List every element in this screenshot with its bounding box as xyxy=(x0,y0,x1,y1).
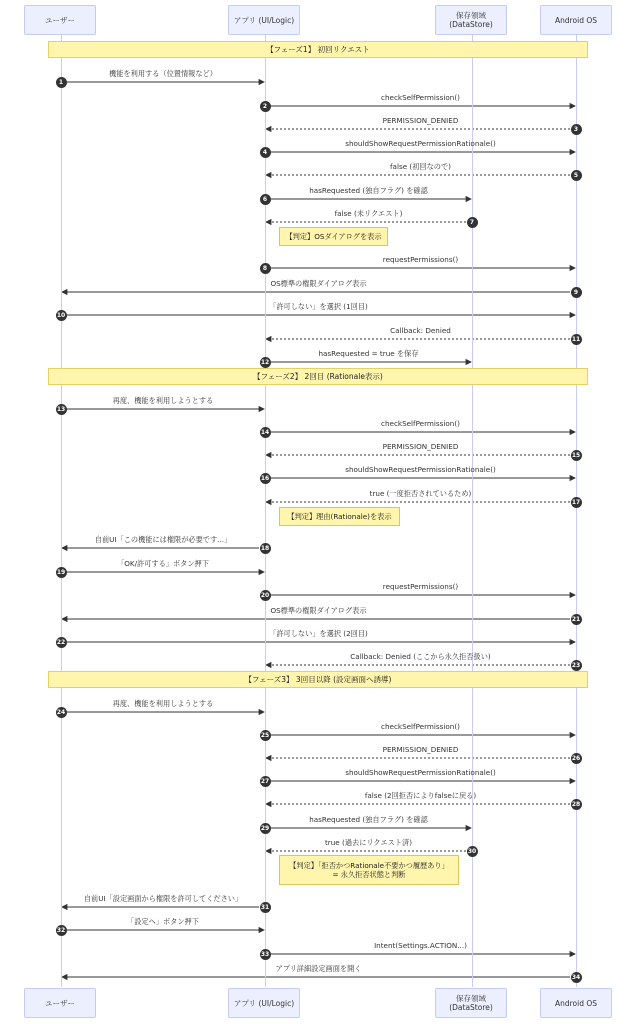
step-number-badge: 23 xyxy=(571,661,581,669)
step-number-badge: 19 xyxy=(56,568,66,576)
message-label: OS標準の権限ダイアログ表示 xyxy=(270,606,367,615)
step-number-badge: 4 xyxy=(260,147,271,158)
message-label: false (未リクエスト) xyxy=(334,209,403,218)
message-label: false (初回なので) xyxy=(390,162,451,171)
step-number-badge: 18 xyxy=(260,544,270,552)
actor-store-bottom xyxy=(435,988,507,1018)
message-label: hasRequested (独自フラグ) を確認 xyxy=(309,815,428,824)
actor-label: Android OS xyxy=(554,998,598,1008)
message-label: 再度、機能を利用しようとする xyxy=(112,699,214,708)
note-line: 【判定】「拒否かつRationale不要かつ履歴あり」 xyxy=(289,861,449,870)
step-number-badge: 6 xyxy=(260,194,271,205)
message-label: 「許可しない」を選択 (1回目) xyxy=(269,302,368,311)
message-label: 「設定へ」ボタン押下 xyxy=(127,917,199,926)
actor-label: Android OS xyxy=(554,15,598,25)
message-label: Callback: Denied xyxy=(390,326,451,335)
actor-app-top xyxy=(228,5,300,35)
actor-label: 保存領域 xyxy=(456,994,486,1003)
actor-app-bottom xyxy=(228,988,300,1018)
lifeline-user xyxy=(61,35,62,987)
note-line: 【判定】OSダイアログを表示 xyxy=(285,232,382,241)
step-number-badge: 9 xyxy=(571,287,582,298)
actor-os-top xyxy=(540,5,612,35)
step-number-badge: 7 xyxy=(467,217,478,228)
message-label: checkSelfPermission() xyxy=(381,93,460,102)
step-number-badge: 33 xyxy=(260,950,270,958)
message-label: 「OK/許可する」ボタン押下 xyxy=(117,559,209,568)
message-label: 再度、機能を利用しようとする xyxy=(112,396,214,405)
actor-store-top xyxy=(435,5,507,35)
message-label: requestPermissions() xyxy=(382,255,459,264)
note-line: 【判定】理由(Rationale)を表示 xyxy=(287,512,392,521)
step-number-badge: 10 xyxy=(56,311,66,319)
message-label: 自前UI「この機能には権限が必要です...」 xyxy=(94,535,232,544)
message-label: OS標準の権限ダイアログ表示 xyxy=(270,279,367,288)
actor-label: 保存領域 xyxy=(456,11,486,20)
message-label: hasRequested (独自フラグ) を確認 xyxy=(309,186,428,195)
step-number-badge: 8 xyxy=(260,263,271,274)
step-number-badge: 26 xyxy=(571,754,581,762)
actor-user-top xyxy=(24,5,96,35)
message-label: PERMISSION_DENIED xyxy=(382,116,459,125)
message-label: shouldShowRequestPermissionRationale() xyxy=(345,768,496,777)
note-line: = 永久拒否状態と判断 xyxy=(332,870,406,879)
step-number-badge: 22 xyxy=(56,638,66,646)
step-number-badge: 32 xyxy=(56,926,66,934)
step-number-badge: 13 xyxy=(56,405,66,413)
message-label: true (過去にリクエスト済) xyxy=(324,838,413,847)
phase-banner-2: 【フェーズ2】 2回目 (Rationale表示) xyxy=(48,368,588,385)
message-label: 「許可しない」を選択 (2回目) xyxy=(269,629,368,638)
step-number-badge: 21 xyxy=(571,615,581,623)
step-number-badge: 30 xyxy=(467,847,477,855)
actor-label: アプリ (UI/Logic) xyxy=(233,15,295,25)
decision-note-3 xyxy=(279,855,459,885)
step-number-badge: 24 xyxy=(56,708,66,716)
step-number-badge: 11 xyxy=(571,335,581,343)
step-number-badge: 3 xyxy=(571,124,582,135)
step-number-badge: 14 xyxy=(260,428,270,436)
step-number-badge: 27 xyxy=(260,777,270,785)
step-number-badge: 31 xyxy=(260,903,270,911)
lifeline-app xyxy=(265,35,266,987)
decision-note-1 xyxy=(279,227,388,246)
message-label: Callback: Denied (ここから永久拒否扱い) xyxy=(350,652,491,661)
message-label: checkSelfPermission() xyxy=(381,419,460,428)
actor-label: ユーザー xyxy=(45,15,75,25)
message-label: false (2回拒否によりfalseに戻る) xyxy=(364,791,477,800)
step-number-badge: 20 xyxy=(260,591,270,599)
message-label: Intent(Settings.ACTION...) xyxy=(374,941,467,950)
phase-banner-1: 【フェーズ1】 初回リクエスト xyxy=(48,41,588,58)
message-label: shouldShowRequestPermissionRationale() xyxy=(345,465,496,474)
step-number-badge: 34 xyxy=(571,973,581,981)
step-number-badge: 17 xyxy=(571,498,581,506)
step-number-badge: 15 xyxy=(571,451,581,459)
message-label: requestPermissions() xyxy=(382,582,459,591)
step-number-badge: 29 xyxy=(260,824,270,832)
actor-label: ユーザー xyxy=(45,998,75,1008)
message-label: アプリ詳細設定画面を開く xyxy=(275,964,362,973)
actor-user-bottom xyxy=(24,988,96,1018)
message-label: hasRequested = true を保存 xyxy=(318,349,419,358)
step-number-badge: 16 xyxy=(260,474,270,482)
message-label: PERMISSION_DENIED xyxy=(382,442,459,451)
message-label: shouldShowRequestPermissionRationale() xyxy=(345,139,496,148)
actor-label: (DataStore) xyxy=(449,1003,493,1012)
actor-label: アプリ (UI/Logic) xyxy=(233,998,295,1008)
message-label: checkSelfPermission() xyxy=(381,722,460,731)
decision-note-2 xyxy=(279,507,400,526)
message-label: PERMISSION_DENIED xyxy=(382,745,459,754)
actor-os-bottom xyxy=(540,988,612,1018)
step-number-badge: 5 xyxy=(571,170,582,181)
message-label: true (一度拒否されているため) xyxy=(369,489,472,498)
step-number-badge: 2 xyxy=(260,101,271,112)
actor-label: (DataStore) xyxy=(449,20,493,29)
step-number-badge: 25 xyxy=(260,731,270,739)
phase-banner-3: 【フェーズ3】 3回目以降 (設定画面へ誘導) xyxy=(48,671,588,688)
step-number-badge: 1 xyxy=(56,77,67,88)
message-label: 機能を利用する（位置情報など） xyxy=(109,69,217,78)
message-label: 自前UI「設定画面から権限を許可してください」 xyxy=(83,894,243,903)
lifeline-store xyxy=(472,35,473,987)
step-number-badge: 12 xyxy=(260,358,270,366)
step-number-badge: 28 xyxy=(571,800,581,808)
